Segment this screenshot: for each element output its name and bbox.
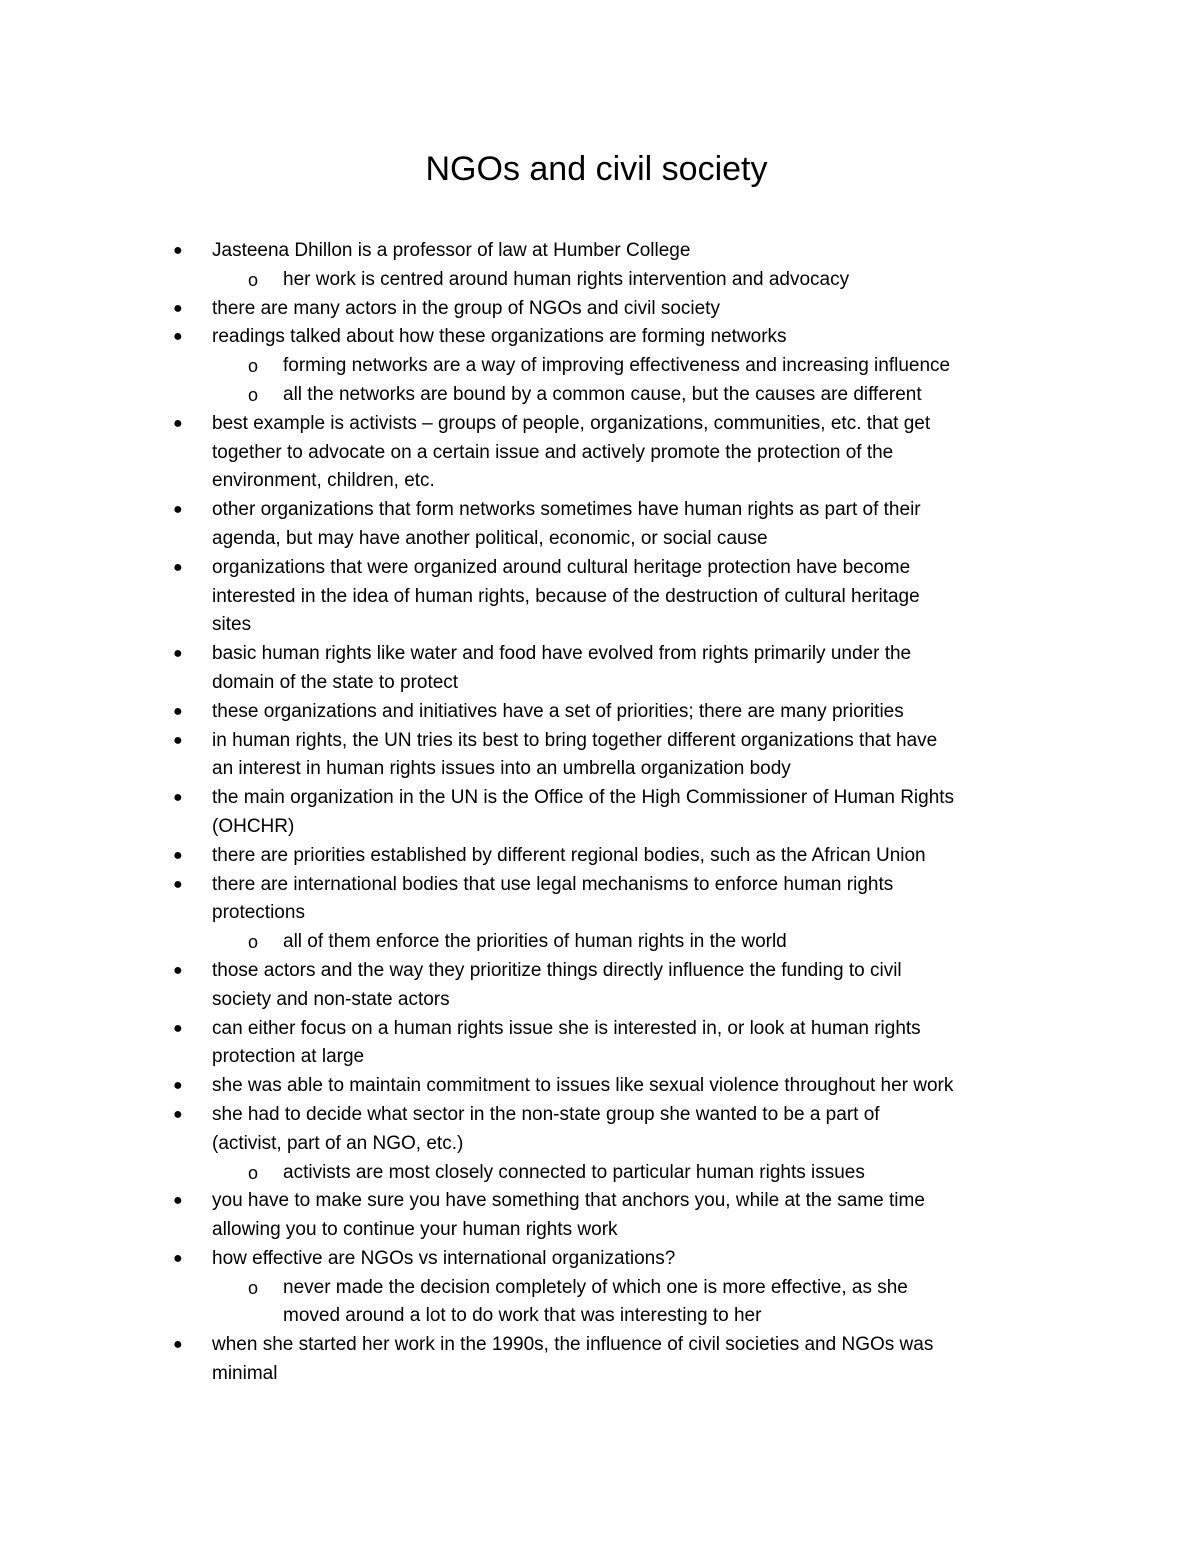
bullet-icon: ● [173, 789, 183, 807]
item-text-line: minimal [212, 1363, 278, 1385]
item-text-line: all the networks are bound by a common cause, but the causes are different [283, 383, 922, 405]
list-item [0, 1331, 1200, 1389]
bullet-icon: ● [173, 242, 183, 259]
bullet-icon: ● [173, 558, 183, 576]
list-item [0, 842, 1200, 871]
bullet-icon: ● [173, 961, 183, 979]
list-item [0, 1245, 1200, 1274]
list-item [0, 1015, 1200, 1073]
item-text-line: best example is activists – groups of people, organizations, communities, etc. that get [212, 412, 931, 434]
item-text-line: all of them enforce the priorities of human rights in the world [283, 931, 787, 953]
sub-bullet-icon: o [248, 356, 259, 377]
sub-list-item [0, 381, 1200, 410]
item-text-line: you have to make sure you have something that anchors you, while at the same time [212, 1190, 925, 1212]
list-item [0, 957, 1200, 1015]
list-item [0, 1101, 1200, 1159]
item-text-line: in human rights, the UN tries its best to bring together different organizations that have [212, 729, 938, 751]
item-text-line: agenda, but may have another political, economic, or social cause [212, 527, 768, 549]
list-item [0, 1072, 1200, 1101]
list-item [0, 698, 1200, 727]
list-item [0, 554, 1200, 640]
list-item [0, 640, 1200, 698]
item-text-line: forming networks are a way of improving effectiveness and increasing influence [283, 355, 951, 377]
sub-list-item [0, 1274, 1200, 1332]
item-text-line: she was able to maintain commitment to issues like sexual violence throughout her work [212, 1075, 954, 1097]
bullet-icon: ● [173, 1336, 183, 1354]
item-text-line: environment, children, etc. [212, 470, 435, 492]
item-text-line: together to advocate on a certain issue and actively promote the protection of the [212, 441, 894, 463]
item-text-line: protections [212, 902, 305, 924]
item-text-line: organizations that were organized around cultural heritage protection have become [212, 556, 911, 578]
bullet-icon: ● [173, 299, 183, 317]
bullet-icon: ● [173, 501, 183, 519]
list-item [0, 410, 1200, 496]
sub-bullet-icon: o [248, 384, 259, 405]
item-text-line: an interest in human rights issues into an umbrella organization body [212, 758, 791, 780]
list-item [0, 871, 1200, 929]
item-text-line: activists are most closely connected to particular human rights issues [283, 1161, 865, 1183]
item-text-line: there are international bodies that use legal mechanisms to enforce human rights [212, 873, 894, 895]
bullet-icon: ● [173, 702, 183, 720]
list-item [0, 323, 1200, 352]
list-item [0, 496, 1200, 554]
bullet-icon: ● [173, 645, 183, 663]
item-text-line: her work is centred around human rights intervention and advocacy [283, 268, 850, 290]
sub-list-item [0, 352, 1200, 381]
list-item [0, 727, 1200, 785]
item-text-line: there are many actors in the group of NGOs and civil society [212, 297, 720, 319]
item-text-line: sites [212, 614, 252, 636]
bullet-icon: ● [173, 846, 183, 864]
sub-bullet-icon: o [248, 1277, 259, 1298]
bullet-icon: ● [173, 1105, 183, 1123]
bullet-icon: ● [173, 1077, 183, 1095]
item-text-line: can either focus on a human rights issue she is interested in, or look at human rights [212, 1017, 921, 1039]
bullet-icon: ● [173, 875, 183, 893]
bullet-icon: ● [173, 328, 183, 346]
item-text-line: never made the decision completely of which one is more effective, as she [283, 1276, 908, 1298]
item-text-line: these organizations and initiatives have a set of priorities; there are many priorities [212, 700, 904, 722]
sub-list-item [0, 928, 1200, 957]
sub-bullet-icon: o [248, 1162, 259, 1183]
item-text-line: interested in the idea of human rights, because of the destruction of cultural heritage [212, 585, 920, 607]
sub-bullet-icon: o [248, 932, 259, 953]
item-text-line: she had to decide what sector in the non-state group she wanted to be a part of [212, 1103, 880, 1125]
bullet-icon: ● [173, 1019, 183, 1037]
item-text-line: readings talked about how these organizations are forming networks [212, 326, 787, 348]
bullet-icon: ● [173, 414, 183, 432]
item-text-line: basic human rights like water and food have evolved from rights primarily under the [212, 643, 912, 665]
page-title: NGOs and civil society [425, 150, 768, 188]
sub-bullet-icon: o [248, 269, 259, 290]
notes-list [0, 237, 1200, 1389]
item-text-line: when she started her work in the 1990s, the influence of civil societies and NGOs was [212, 1334, 934, 1356]
list-item [0, 295, 1200, 324]
sub-list-item [0, 266, 1200, 295]
bullet-icon: ● [173, 1249, 183, 1267]
item-text-line: allowing you to continue your human rights work [212, 1219, 618, 1241]
list-item [0, 784, 1200, 842]
bullet-icon: ● [173, 1192, 183, 1210]
item-text-line: (OHCHR) [212, 815, 295, 837]
item-text-line: society and non-state actors [212, 988, 450, 1010]
item-text-line: how effective are NGOs vs international organizations? [212, 1247, 676, 1269]
bullet-icon: ● [173, 731, 183, 749]
item-text-line: moved around a lot to do work that was interesting to her [283, 1305, 762, 1327]
item-text-line: domain of the state to protect [212, 671, 459, 693]
sub-list-item [0, 1159, 1200, 1188]
item-text-line: Jasteena Dhillon is a professor of law at Humber College [212, 240, 691, 261]
item-text-line: (activist, part of an NGO, etc.) [212, 1132, 464, 1154]
item-text-line: the main organization in the UN is the Office of the High Commissioner of Human Rights [212, 787, 955, 809]
item-text-line: those actors and the way they prioritize things directly influence the funding to civil [212, 959, 902, 981]
list-item [0, 237, 1200, 266]
item-text-line: there are priorities established by different regional bodies, such as the African Union [212, 844, 926, 866]
item-text-line: other organizations that form networks sometimes have human rights as part of their [212, 499, 921, 521]
list-item [0, 1187, 1200, 1245]
item-text-line: protection at large [212, 1046, 365, 1068]
